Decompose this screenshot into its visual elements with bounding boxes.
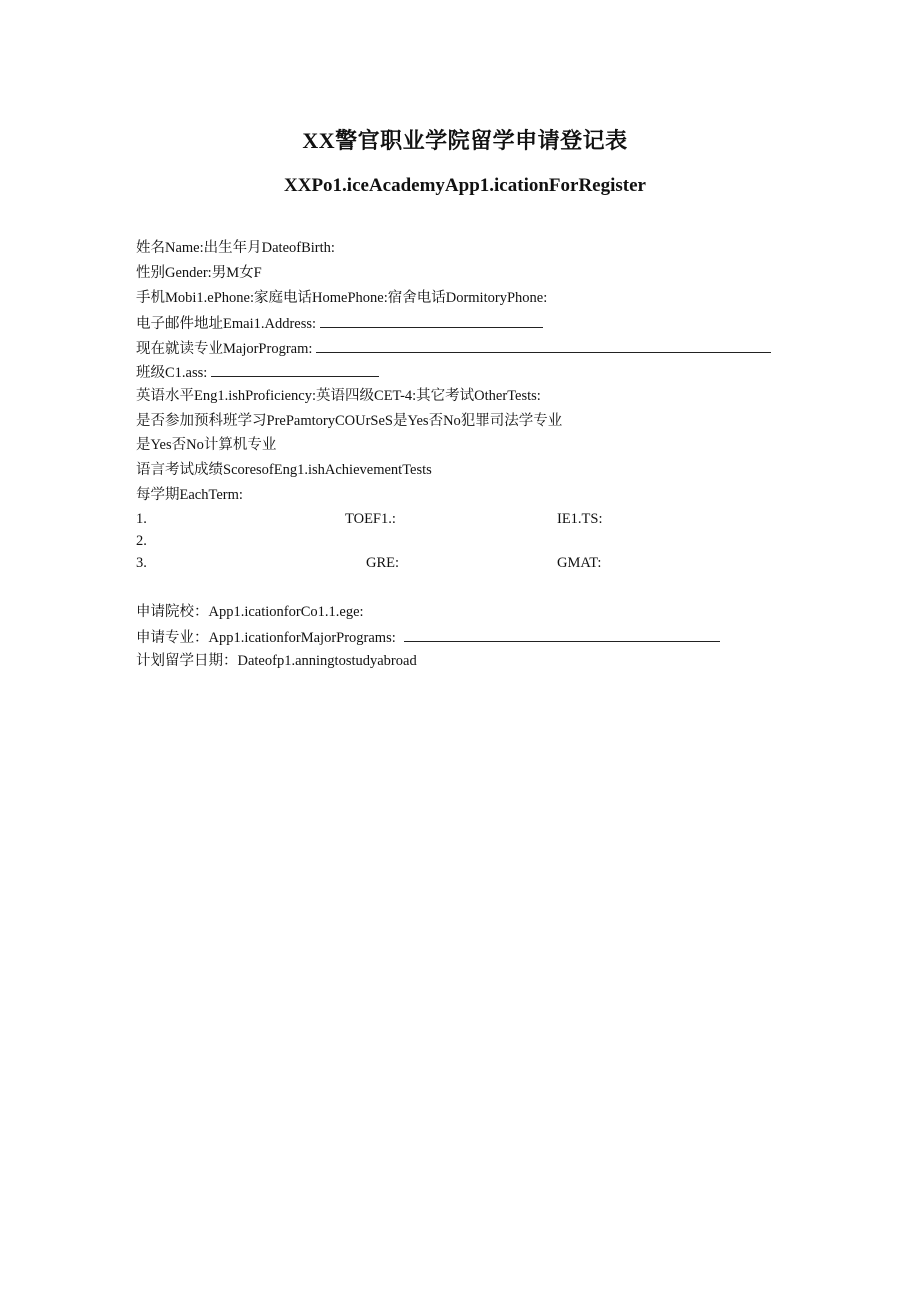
major-programs-blank[interactable] bbox=[404, 627, 720, 642]
college-line: 申请院校：App1.icationforCo1.1.ege: bbox=[136, 604, 364, 620]
major-programs-row bbox=[136, 627, 720, 648]
class-label: 班级C1.ass: bbox=[136, 365, 208, 381]
form-title-english: XXPo1.iceAcademyApp1.icationForRegister bbox=[284, 175, 646, 196]
score-row-1-number: 1. bbox=[136, 511, 147, 527]
english-scores-line: 语言考试成绩ScoresofEng1.ishAchievementTests bbox=[136, 462, 432, 478]
each-term-line: 每学期EachTerm: bbox=[136, 487, 243, 503]
class-row bbox=[136, 362, 379, 383]
name-birth-line: 姓名Name:出生年月DateofBirth: bbox=[136, 240, 335, 256]
english-proficiency-line: 英语水平Eng1.ishProficiency:英语四级CET-4:其它考试OtherTests: bbox=[136, 388, 541, 404]
email-blank[interactable] bbox=[320, 313, 543, 328]
major-blank[interactable] bbox=[316, 338, 771, 353]
gmat-label: GMAT: bbox=[557, 555, 602, 571]
major-programs-label: 申请专业：App1.icationforMajorPrograms: bbox=[136, 630, 396, 646]
gre-label: GRE: bbox=[366, 555, 400, 571]
toefl-label: TOEF1.: bbox=[345, 511, 396, 527]
class-blank[interactable] bbox=[211, 362, 379, 377]
major-label: 现在就读专业MajorProgram: bbox=[136, 341, 313, 357]
email-label: 电子邮件地址Emai1.Address: bbox=[136, 316, 317, 332]
phone-line: 手机Mobi1.ePhone:家庭电话HomePhone:宿舍电话DormitoryPhone: bbox=[136, 290, 548, 306]
email-row bbox=[136, 313, 543, 334]
score-row-2-number: 2. bbox=[136, 533, 147, 549]
score-row-3-number: 3. bbox=[136, 555, 147, 571]
computer-major-line: 是Yes否No计算机专业 bbox=[136, 437, 277, 453]
study-date-line: 计划留学日期：Dateofp1.anningtostudyabroad bbox=[136, 653, 417, 669]
ielts-label: IE1.TS: bbox=[557, 511, 603, 527]
form-title-chinese: XX警官职业学院留学申请登记表 bbox=[302, 128, 628, 153]
major-row bbox=[136, 338, 771, 359]
preparatory-courses-line: 是否参加预科班学习PrePamtoryCOUrSeS是Yes否No犯罪司法学专业 bbox=[136, 413, 563, 429]
gender-line: 性别Gender:男M女F bbox=[136, 265, 262, 281]
